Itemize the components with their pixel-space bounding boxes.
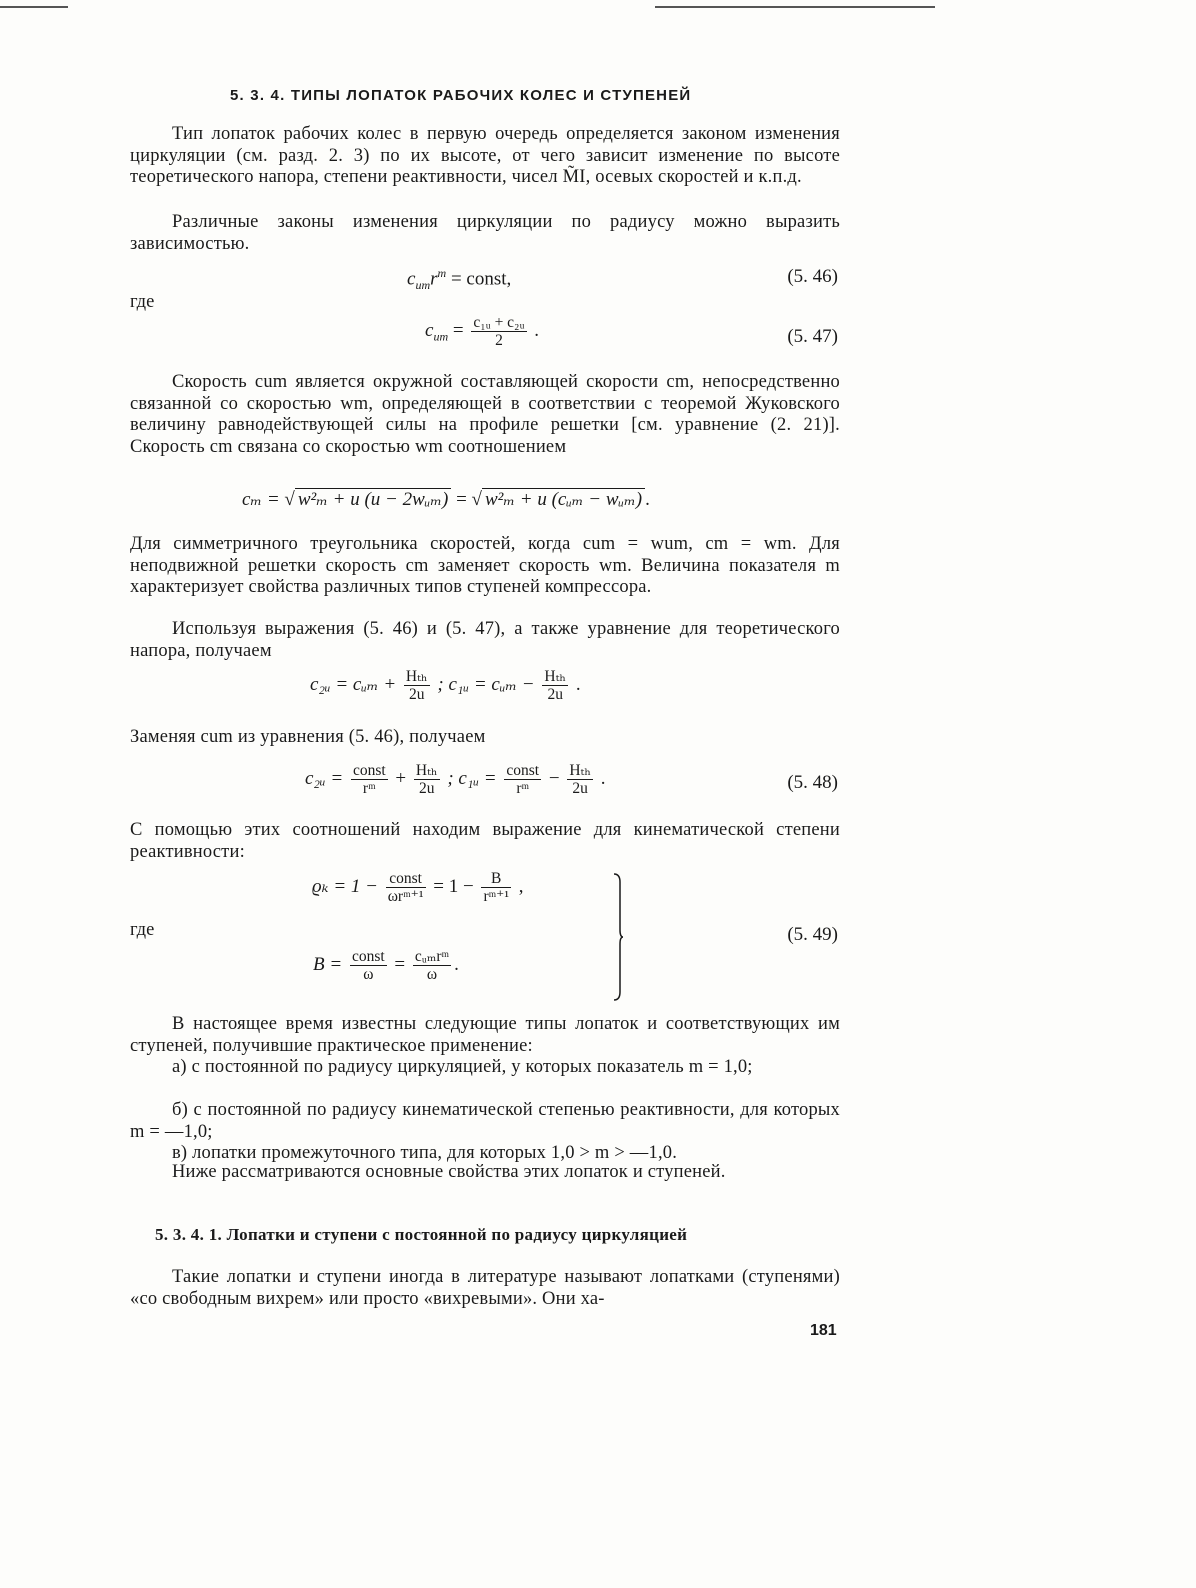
eq-sup: m <box>437 266 447 280</box>
list-item-c: в) лопатки промежуточного типа, для которых 1,0 > m > —1,0. <box>172 1143 678 1163</box>
frac-num: Hₜₕ <box>569 762 592 779</box>
eq-var: c <box>425 319 434 341</box>
eq-tail: . <box>596 767 606 789</box>
eq-sub: um <box>433 329 449 344</box>
frac-den: 2u <box>547 686 563 703</box>
frac-den: ω <box>426 966 438 983</box>
root-content: w²ₘ + u (u − 2wᵤₘ) <box>297 489 449 510</box>
eq-var: c <box>407 268 416 290</box>
equation-5-49-b <box>313 948 459 983</box>
frac-num: const <box>386 870 426 888</box>
paragraph-2: Различные законы изменения циркуляции по радиусу можно выразить зависимостью. <box>130 212 840 254</box>
frac-num: Hₜₕ <box>544 668 567 685</box>
equation-5-47 <box>425 314 539 349</box>
eq-op: + <box>390 767 411 789</box>
equation-cm: cₘ = √ w²ₘ + u (u − 2wᵤₘ) = √ w²ₘ + u (cᵤₘ − wᵤₘ) . <box>242 489 650 510</box>
scan-top-rule-left <box>0 6 68 8</box>
eq-tail: . <box>529 319 540 341</box>
paragraph-10: Такие лопатки и ступени иногда в литературе называют лопатками (ступенями) «со свободным вихрем» или просто «вихревыми». Они ха- <box>130 1267 840 1309</box>
fraction <box>567 762 593 797</box>
frac-den: 2u <box>418 780 435 797</box>
eq-op: − <box>544 767 565 789</box>
frac-num: const <box>351 948 385 965</box>
fraction <box>542 668 568 703</box>
fraction <box>504 762 541 797</box>
eq-rhs: = const, <box>446 268 512 290</box>
paragraph-4: Для симметричного треугольника скоростей, когда cum = wum, cm = wm. Для неподвижной решетки скорость cm заменяет скорость wm. Величина показателя m характеризует свойства различных типов ступеней компрессора. <box>130 534 840 597</box>
list-item-a: а) с постоянной по радиусу циркуляцией, у которых показатель m = 1,0; <box>172 1057 753 1077</box>
paragraph-8: В настоящее время известны следующие типы лопаток и соответствующих им ступеней, получившие практическое применение: <box>130 1014 840 1056</box>
fraction <box>414 762 440 797</box>
equation-5-48 <box>305 762 606 797</box>
equation-5-49-a <box>312 870 524 905</box>
sqrt-2 <box>482 488 645 510</box>
eq-sep: ; c₁ᵤ = cᵤₘ − <box>432 673 540 695</box>
paragraph-1: Тип лопаток рабочих колес в первую очередь определяется законом изменения циркуляции (см. разд. 2. 3) по их высоте, от чего зависит изменение по высоте теоретического напора, степени реактивности, чисел M̃I, осевых скоростей и к.п.д. <box>130 124 840 187</box>
eq-tail: , <box>514 875 524 897</box>
page-number: 181 <box>810 1322 837 1339</box>
eq-lhs: ϱₖ = 1 − <box>312 875 383 897</box>
frac-den: 2u <box>572 780 588 797</box>
eq-equals: = <box>389 953 410 975</box>
sqrt-1 <box>295 488 451 510</box>
paragraph-9: Ниже рассматриваются основные свойства этих лопаток и ступеней. <box>172 1162 726 1182</box>
eq-var: r <box>430 268 438 290</box>
frac-num: c₁ᵤ + c₂ᵤ <box>473 314 525 331</box>
fraction <box>471 314 526 349</box>
eq-tail: . <box>454 953 459 975</box>
eq-tail: . <box>571 673 581 695</box>
frac-num: B <box>481 870 511 888</box>
subsection-title: 5. 3. 4. 1. Лопатки и ступени с постоянной по радиусу циркуляцией <box>155 1225 688 1244</box>
eq-sep: ; c₁ᵤ = <box>442 767 502 789</box>
frac-num: Hₜₕ <box>415 762 438 779</box>
section-title: 5. 3. 4. ТИПЫ ЛОПАТОК РАБОЧИХ КОЛЕС И СТУПЕНЕЙ <box>230 87 692 104</box>
paragraph-3: Скорость cum является окружной составляющей скорости cm, непосредственно связанной со скоростью wm, определяющей в соответствии с теоремой Жуковского величину равнодействующей силы на профиле решетки [см. уравнение (2. 21)]. Скорость cm связана со скоростью wm соотношением <box>130 372 840 457</box>
equation-number-5-46: (5. 46) <box>787 266 838 287</box>
fraction <box>404 668 430 703</box>
where-label-1: где <box>130 292 155 312</box>
eq-lhs: c₂ᵤ = cᵤₘ + <box>310 673 401 695</box>
fraction <box>413 948 451 983</box>
equation-number-5-48: (5. 48) <box>787 772 838 793</box>
frac-den: ω <box>363 966 374 983</box>
frac-den: 2 <box>495 332 503 349</box>
fraction <box>351 762 388 797</box>
frac-num: cᵤₘrᵐ <box>414 948 450 965</box>
equation-c2u-c1u <box>310 668 581 703</box>
equation-number-5-47: (5. 47) <box>787 326 838 347</box>
eq-equals: = <box>448 319 469 341</box>
eq-equals: = 1 − <box>428 875 479 897</box>
paragraph-7: С помощью этих соотношений находим выражение для кинематической степени реактивности: <box>130 820 840 862</box>
paragraph-5: Используя выражения (5. 46) и (5. 47), а также уравнение для теоретического напора, получаем <box>130 619 840 661</box>
list-item-b: б) с постоянной по радиусу кинематической степенью реактивности, для которых m = —1,0; <box>130 1100 840 1142</box>
equation-5-46 <box>407 266 511 293</box>
eq-lhs: c₂ᵤ = <box>305 767 348 789</box>
frac-num: Hₜₕ <box>405 668 428 685</box>
eq-lhs: B = <box>313 953 347 975</box>
scan-top-rule-right <box>655 6 935 8</box>
fraction <box>350 948 387 983</box>
fraction <box>481 870 511 905</box>
frac-num: const <box>506 762 540 779</box>
eq-var: cₘ = <box>242 489 285 510</box>
eq-equals: = <box>451 489 472 510</box>
equation-number-5-49: (5. 49) <box>787 924 838 945</box>
frac-den: 2u <box>409 686 425 703</box>
frac-den: rᵐ⁺¹ <box>483 888 510 905</box>
paragraph-6: Заменяя cum из уравнения (5. 46), получаем <box>130 727 486 747</box>
frac-den: rᵐ <box>362 780 376 797</box>
frac-den: ωrᵐ⁺¹ <box>387 888 424 905</box>
frac-den: rᵐ <box>516 780 530 797</box>
where-label-2: где <box>130 920 155 940</box>
brace-right <box>612 872 624 1002</box>
fraction <box>386 870 426 905</box>
eq-sub: um <box>415 278 431 293</box>
root-content: w²ₘ + u (cᵤₘ − wᵤₘ) <box>484 489 643 510</box>
eq-tail: . <box>645 489 650 510</box>
frac-num: const <box>352 762 386 779</box>
